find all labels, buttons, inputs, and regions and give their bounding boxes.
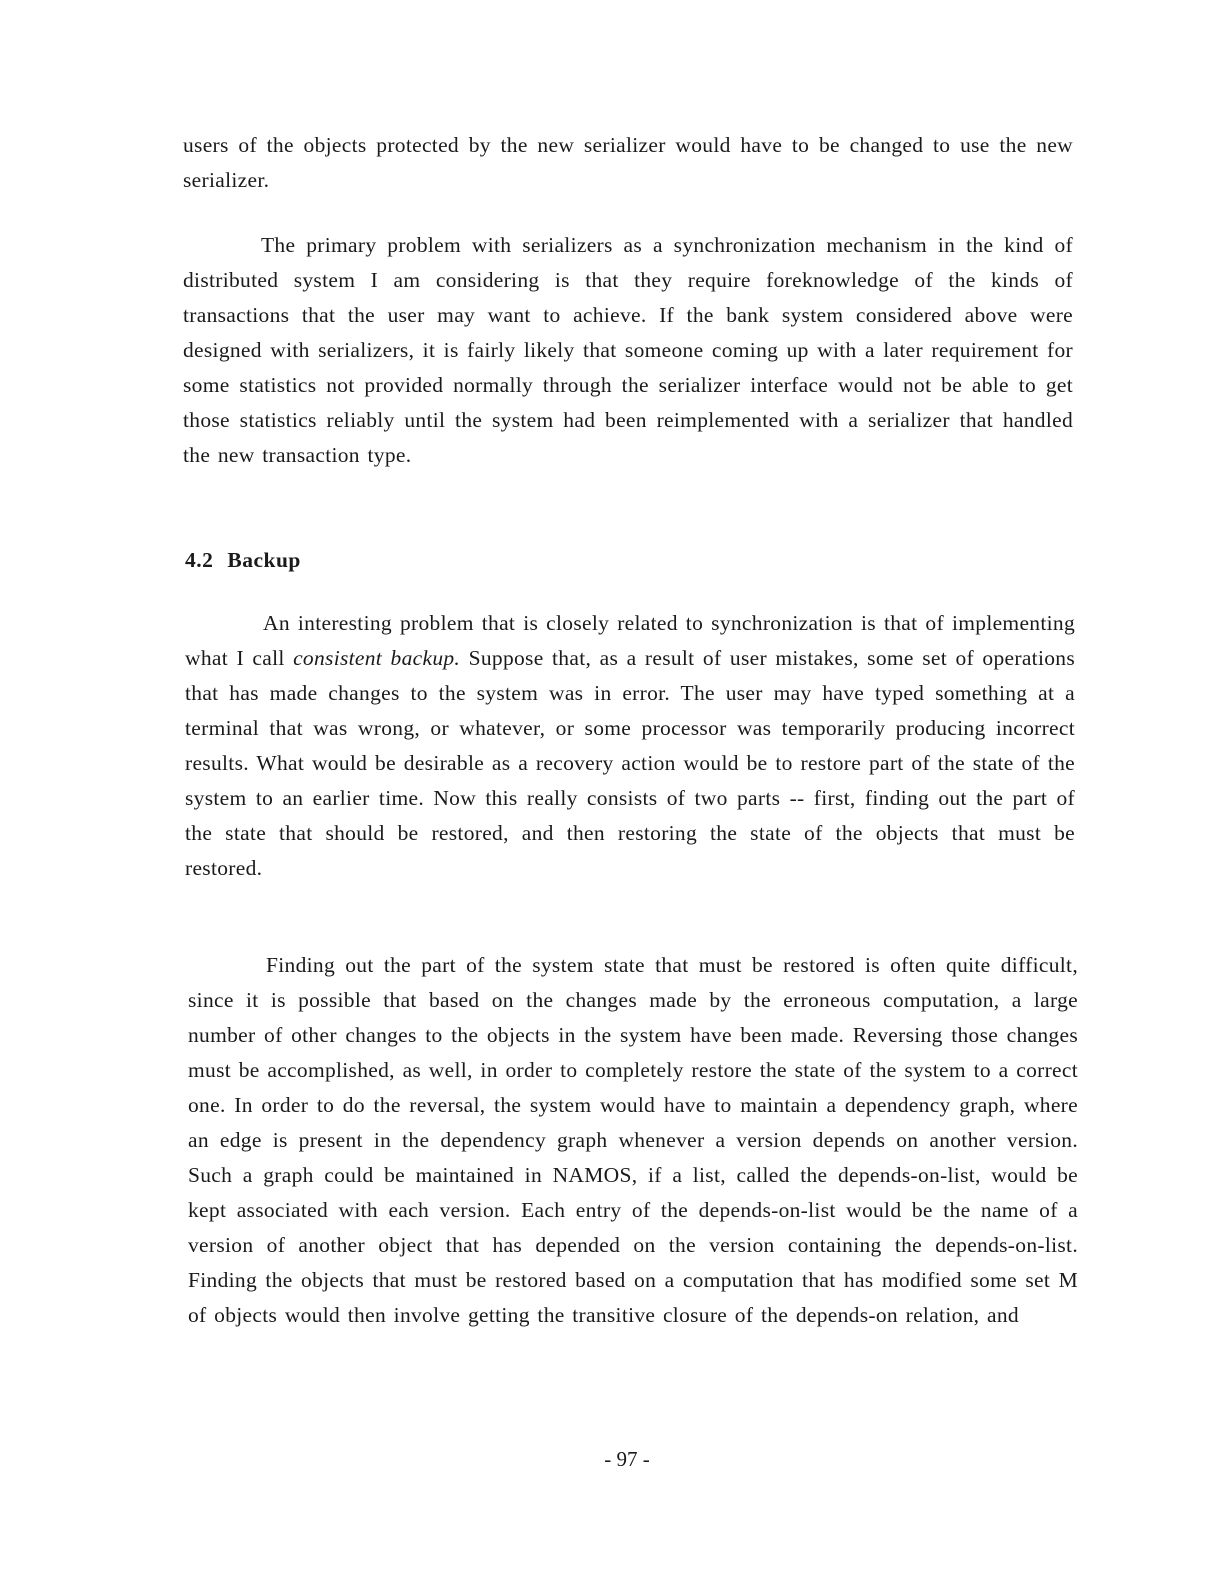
- page-number: - 97 -: [604, 1447, 650, 1471]
- section-title: Backup: [227, 548, 301, 572]
- emphasized-term: consistent backup.: [293, 646, 461, 670]
- section-number: 4.2: [185, 548, 214, 572]
- paragraph-text-after-emphasis: Suppose that, as a result of user mistakes, some set of operations that has made changes to the system was in error. The user may have typed something at a terminal that was wrong, or whatever, or some processor was temporarily producing incorrect results. What would be desirable as a recovery action would be to restore part of the state of the system to an earlier time. Now this really consists of two parts -- first, finding out the part of the state that should be restored, and then restoring the state of the objects that must be restored.: [185, 646, 1075, 880]
- paragraph-serializers-problem: The primary problem with serializers as a synchronization mechanism in the kind of distributed system I am considering is that they require foreknowledge of the kinds of transactions that the user may want to achieve. If the bank system considered above were designed with serializers, it is fairly likely that someone coming up with a later requirement for some statistics not provided normally through the serializer interface would not be able to get those statistics reliably until the system had been reimplemented with a serializer that handled the new transaction type.: [183, 233, 1073, 467]
- paragraph-text-before-emphasis: An interesting problem that is closely related to synchronization is that of implementing what I call: [185, 611, 1075, 670]
- paragraph-consistent-backup: [185, 606, 1075, 886]
- section-heading: [185, 543, 301, 578]
- paragraph-continuation: users of the objects protected by the new serializer would have to be changed to use the new serializer.: [183, 133, 1073, 192]
- paragraph-dependency-graph: Finding out the part of the system state that must be restored is often quite difficult, since it is possible that based on the changes made by the erroneous computation, a large number of other changes to the objects in the system have been made. Reversing those changes must be accomplished, as well, in order to completely restore the state of the system to a correct one. In order to do the reversal, the system would have to maintain a dependency graph, where an edge is present in the dependency graph whenever a version depends on another version. Such a graph could be maintained in NAMOS, if a list, called the depends-on-list, would be kept associated with each version. Each entry of the depends-on-list would be the name of a version of another object that has depended on the version containing the depends-on-list. Finding the objects that must be restored based on a computation that has modified some set M of objects would then involve getting the transitive closure of the depends-on relation, and: [188, 953, 1078, 1327]
